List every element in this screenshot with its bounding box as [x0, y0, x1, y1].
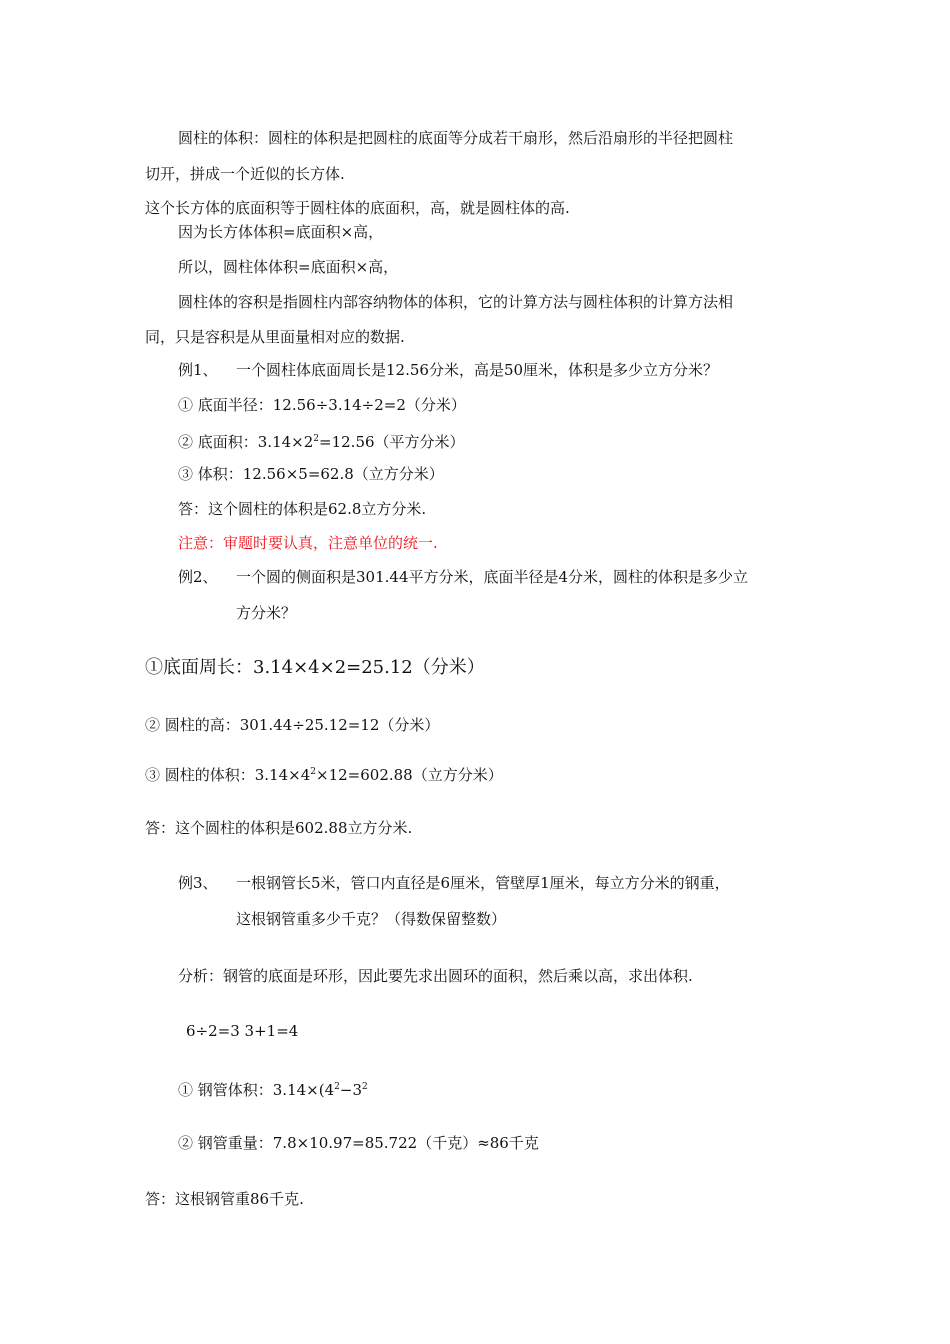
- example1-step2: [178, 429, 465, 452]
- example3-question-text: 一根钢管长5米，管口内直径是6厘米，管壁厚1厘米，每立方分米的钢重，: [236, 874, 730, 892]
- example1-step1: ① 底面半径：12.56÷3.14÷2=2（分米）: [178, 396, 466, 414]
- paragraph-cylinder-volume-line2: 切开，拼成一个近似的长方体.: [145, 165, 345, 183]
- example3-label: 例3、: [178, 874, 218, 892]
- example3-question-line2: 这根钢管重多少千克？（得数保留整数）: [236, 910, 507, 928]
- example1-question: [178, 360, 718, 380]
- example2-question-text: 一个圆的侧面积是301.44平方分米，底面半径是4分米，圆柱的体积是多少立: [236, 568, 749, 586]
- paragraph-cylinder-formula: 所以，圆柱体体积=底面积×高，: [178, 258, 399, 276]
- paragraph-capacity-line1: 圆柱体的容积是指圆柱内部容纳物体的体积，它的计算方法与圆柱体积的计算方法相: [178, 293, 734, 311]
- example3-step1-mid: −3: [339, 1081, 362, 1099]
- example3-step1-pre: ① 钢管体积：3.14×(4: [178, 1081, 335, 1099]
- example2-question-line2: 方分米？: [236, 604, 297, 622]
- example2-step3-pre: ③ 圆柱的体积：3.14×4: [145, 766, 311, 784]
- example3-step2: ② 钢管重量：7.8×10.97=85.722（千克）≈86千克: [178, 1134, 539, 1152]
- example3-question-line1: [178, 873, 730, 893]
- example3-step1-exponent2: 2: [362, 1082, 368, 1092]
- example1-step2-pre: ② 底面积：3.14×2: [178, 433, 314, 451]
- example2-step1: ①底面周长：3.14×4×2=25.12（分米）: [145, 657, 485, 678]
- paragraph-capacity-line2: 同，只是容积是从里面量相对应的数据.: [145, 328, 405, 346]
- example1-step2-exponent: 2: [313, 434, 320, 444]
- paragraph-cylinder-volume-line1: 圆柱的体积：圆柱的体积是把圆柱的底面等分成若干扇形，然后沿扇形的半径把圆柱: [178, 129, 734, 147]
- example2-step2: ② 圆柱的高：301.44÷25.12=12（分米）: [145, 716, 440, 734]
- example1-step3: ③ 体积：12.56×5=62.8（立方分米）: [178, 465, 444, 483]
- example3-analysis: 分析：钢管的底面是环形，因此要先求出圆环的面积，然后乘以高，求出体积.: [178, 967, 693, 985]
- paragraph-cuboid-base: 这个长方体的底面积等于圆柱体的底面积，高，就是圆柱体的高.: [145, 199, 570, 217]
- example1-note: 注意：审题时要认真，注意单位的统一.: [178, 534, 438, 552]
- example1-answer: 答：这个圆柱的体积是62.8立方分米.: [178, 500, 427, 518]
- example2-label: 例2、: [178, 568, 218, 586]
- example2-answer: 答：这个圆柱的体积是602.88立方分米.: [145, 819, 413, 837]
- example2-step3: [145, 762, 503, 785]
- example3-answer: 答：这根钢管重86千克.: [145, 1190, 304, 1208]
- example1-label: 例1、: [178, 361, 218, 379]
- example2-step3-post: ×12=602.88（立方分米）: [316, 766, 503, 784]
- paragraph-cuboid-formula: 因为长方体体积=底面积×高，: [178, 223, 384, 241]
- example1-step2-post: =12.56（平方分米）: [319, 433, 465, 451]
- example3-calc: 6÷2=3 3+1=4: [186, 1022, 299, 1040]
- example2-step3-exponent: 2: [310, 767, 317, 777]
- example3-step1: [178, 1077, 368, 1100]
- example2-question-line1: [178, 567, 748, 587]
- example1-question-text: 一个圆柱体底面周长是12.56分米，高是50厘米，体积是多少立方分米？: [236, 361, 719, 379]
- example3-step1-exponent1: 2: [334, 1082, 340, 1092]
